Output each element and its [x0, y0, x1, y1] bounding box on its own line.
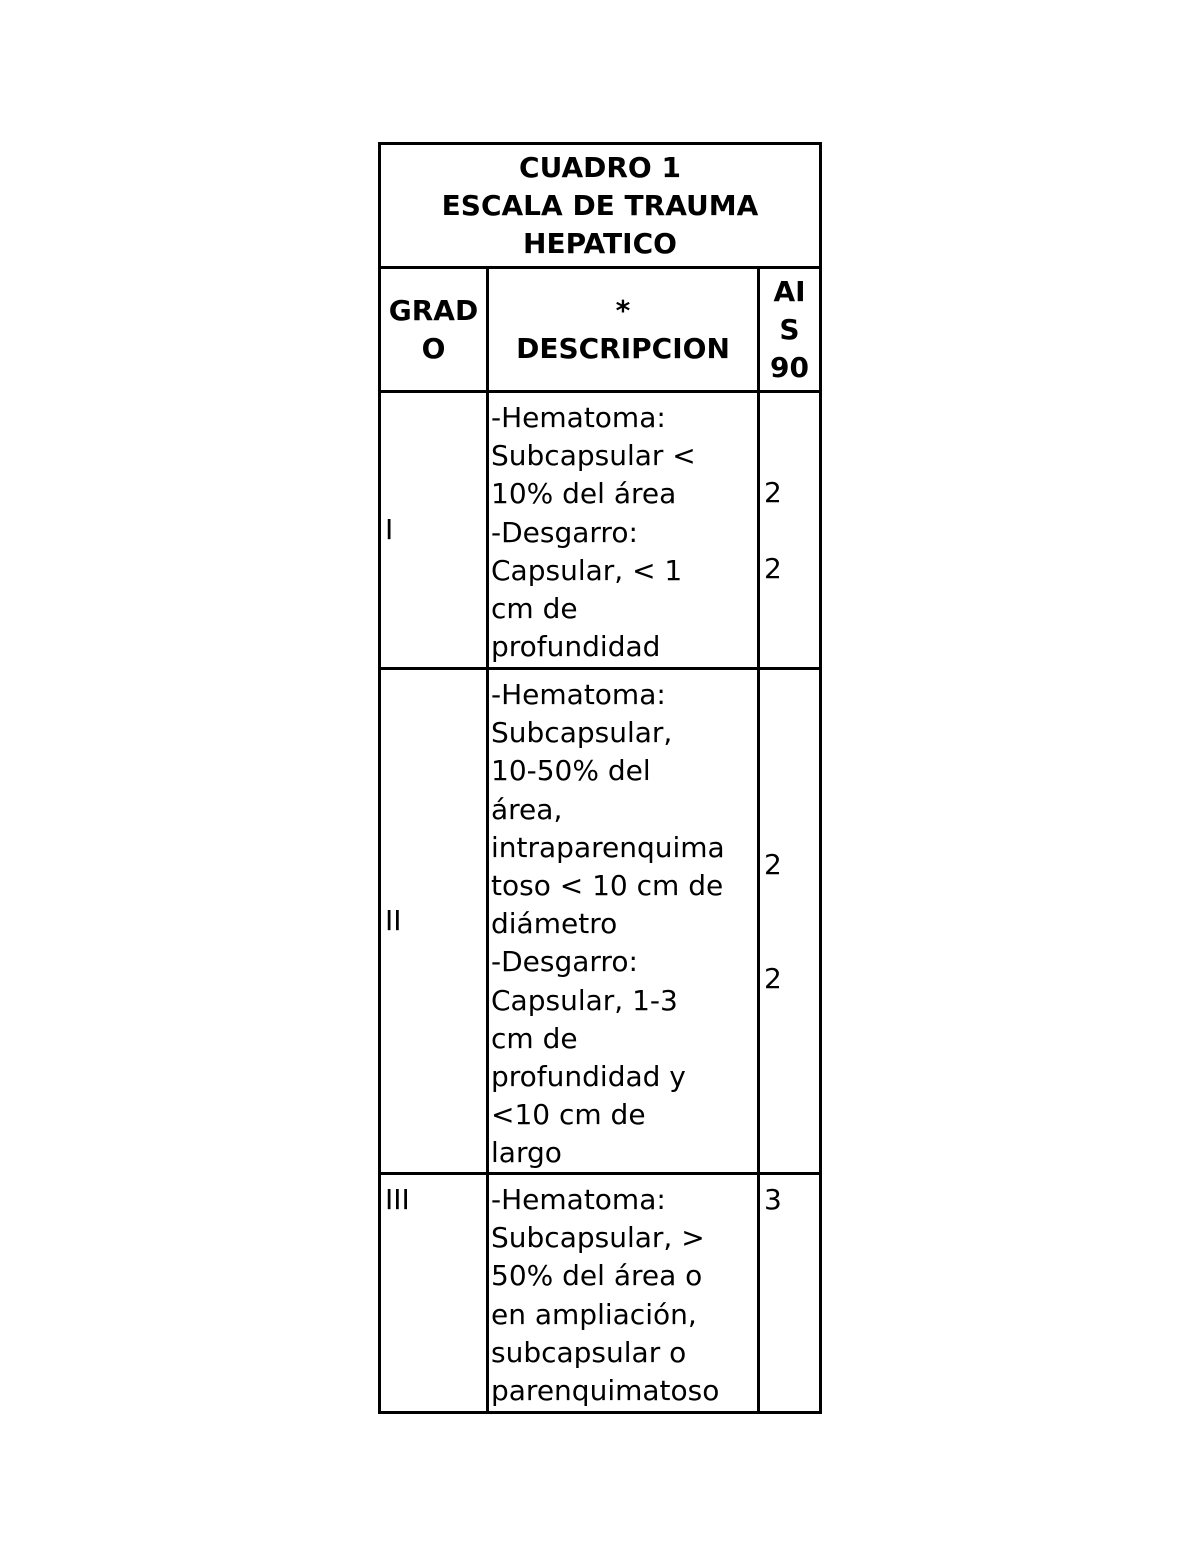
- ais-value: 2: [764, 552, 782, 585]
- ais-value: 2: [764, 962, 782, 995]
- ais-cell: [760, 1175, 819, 1411]
- ais-cell: [760, 393, 819, 667]
- ais-value: 2: [764, 848, 782, 881]
- grado-value: I: [385, 512, 394, 546]
- header-ais-line-2: S: [779, 312, 800, 346]
- descripcion-cell: [489, 393, 760, 667]
- descripcion-value: -Hematoma: Subcapsular < 10% del área -Desgarro: Capsular, < 1 cm de profundidad: [491, 401, 696, 664]
- trauma-scale-table: [378, 142, 822, 1414]
- header-ais-line-3: 90: [770, 350, 809, 384]
- table-title: [381, 145, 819, 269]
- ais-cell: [760, 670, 819, 1172]
- header-grado-line-1: GRAD: [388, 293, 479, 327]
- grado-value: II: [385, 903, 402, 937]
- header-row: [381, 269, 819, 393]
- title-line-1: CUADRO 1: [519, 150, 681, 184]
- grado-cell: [381, 393, 489, 667]
- header-descripcion-line-2: DESCRIPCION: [516, 331, 730, 365]
- header-grado: [381, 269, 489, 390]
- table-row: [381, 670, 819, 1175]
- descripcion-value: -Hematoma: Subcapsular, 10-50% del área, intraparenquima toso < 10 cm de diámetro -Desgarro: Capsular, 1-3 cm de profundidad y <10 cm de largo: [491, 678, 725, 1170]
- descripcion-cell: [489, 1175, 760, 1411]
- title-line-2: ESCALA DE TRAUMA: [441, 188, 759, 222]
- ais-value: 2: [764, 476, 782, 509]
- grado-cell: [381, 670, 489, 1172]
- header-ais-line-1: AI: [773, 274, 806, 308]
- header-grado-line-2: O: [421, 331, 446, 365]
- table-row: [381, 1175, 819, 1411]
- ais-value: 3: [764, 1183, 782, 1216]
- title-line-3: HEPATICO: [523, 226, 677, 260]
- descripcion-cell: [489, 670, 760, 1172]
- table-row: [381, 393, 819, 670]
- descripcion-value: -Hematoma: Subcapsular, > 50% del área o en ampliación, subcapsular o parenquimatoso: [491, 1183, 720, 1408]
- grado-cell: [381, 1175, 489, 1411]
- header-ais: [760, 269, 819, 390]
- header-descripcion-line-1: *: [615, 293, 631, 327]
- grado-value: III: [385, 1183, 410, 1216]
- header-descripcion: [489, 269, 760, 390]
